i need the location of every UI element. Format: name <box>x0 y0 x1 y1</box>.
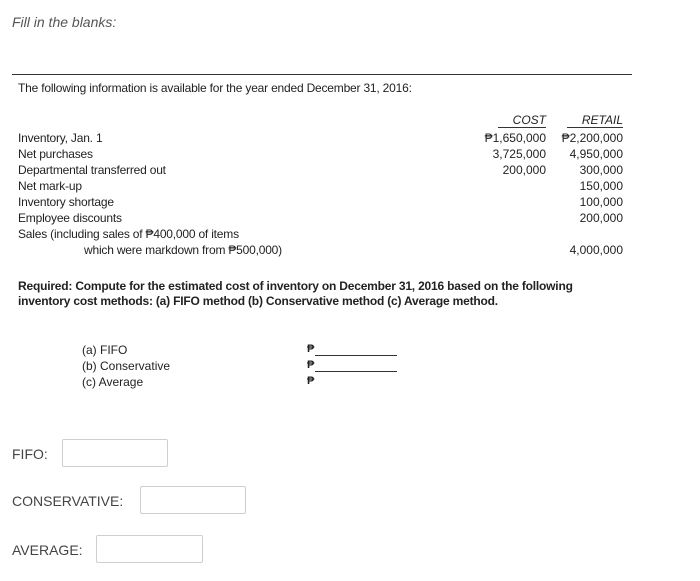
row-retail-inventory-shortage: 100,000 <box>579 195 623 209</box>
method-label-conservative: (b) Conservative <box>82 359 171 373</box>
peso-sign-average: ₱ <box>307 375 315 387</box>
row-cost-inventory-jan1: ₱1,650,000 <box>484 131 546 145</box>
question-prompt: Fill in the blanks: <box>12 14 117 30</box>
row-cost-departmental-transfer: 200,000 <box>502 163 546 177</box>
row-retail-sales: 4,000,000 <box>569 243 623 257</box>
row-label-sales: Sales (including sales of ₱400,000 of items <box>18 227 239 241</box>
blank-line-conservative <box>315 371 397 372</box>
conservative-answer-input[interactable] <box>140 486 246 514</box>
problem-intro: The following information is available for the year ended December 31, 2016: <box>18 81 412 95</box>
average-answer-input[interactable] <box>96 535 203 563</box>
fifo-answer-label: FIFO: <box>12 446 48 462</box>
problem-image <box>12 74 632 395</box>
row-label-inventory-shortage: Inventory shortage <box>18 195 114 209</box>
row-retail-net-markup: 150,000 <box>579 179 623 193</box>
row-label-departmental-transfer: Departmental transferred out <box>18 163 166 177</box>
row-label-employee-discounts: Employee discounts <box>18 211 122 225</box>
row-cost-net-purchases: 3,725,000 <box>492 147 546 161</box>
row-retail-inventory-jan1: ₱2,200,000 <box>561 131 623 145</box>
blank-line-fifo <box>315 355 397 356</box>
peso-sign-conservative: ₱ <box>307 359 315 371</box>
conservative-answer-label: CONSERVATIVE: <box>12 493 124 509</box>
row-retail-departmental-transfer: 300,000 <box>579 163 623 177</box>
method-label-fifo: (a) FIFO <box>82 343 128 357</box>
required-instructions: Required: Compute for the estimated cost of inventory on December 31, 2016 based on the following inventory cost methods: (a) FIFO method (b) Conservative method (c) Average method. <box>18 279 573 308</box>
cost-column-header: COST <box>498 113 546 128</box>
row-label-sales-markdown: which were markdown from ₱500,000) <box>84 243 282 257</box>
row-label-net-purchases: Net purchases <box>18 147 93 161</box>
row-retail-net-purchases: 4,950,000 <box>569 147 623 161</box>
peso-sign-fifo: ₱ <box>307 343 315 355</box>
row-retail-employee-discounts: 200,000 <box>579 211 623 225</box>
fifo-answer-input[interactable] <box>62 439 168 467</box>
retail-column-header: RETAIL <box>567 113 623 128</box>
row-label-net-markup: Net mark-up <box>18 179 82 193</box>
average-answer-label: AVERAGE: <box>12 542 83 558</box>
row-label-inventory-jan1: Inventory, Jan. 1 <box>18 131 103 145</box>
method-label-average: (c) Average <box>82 375 144 389</box>
